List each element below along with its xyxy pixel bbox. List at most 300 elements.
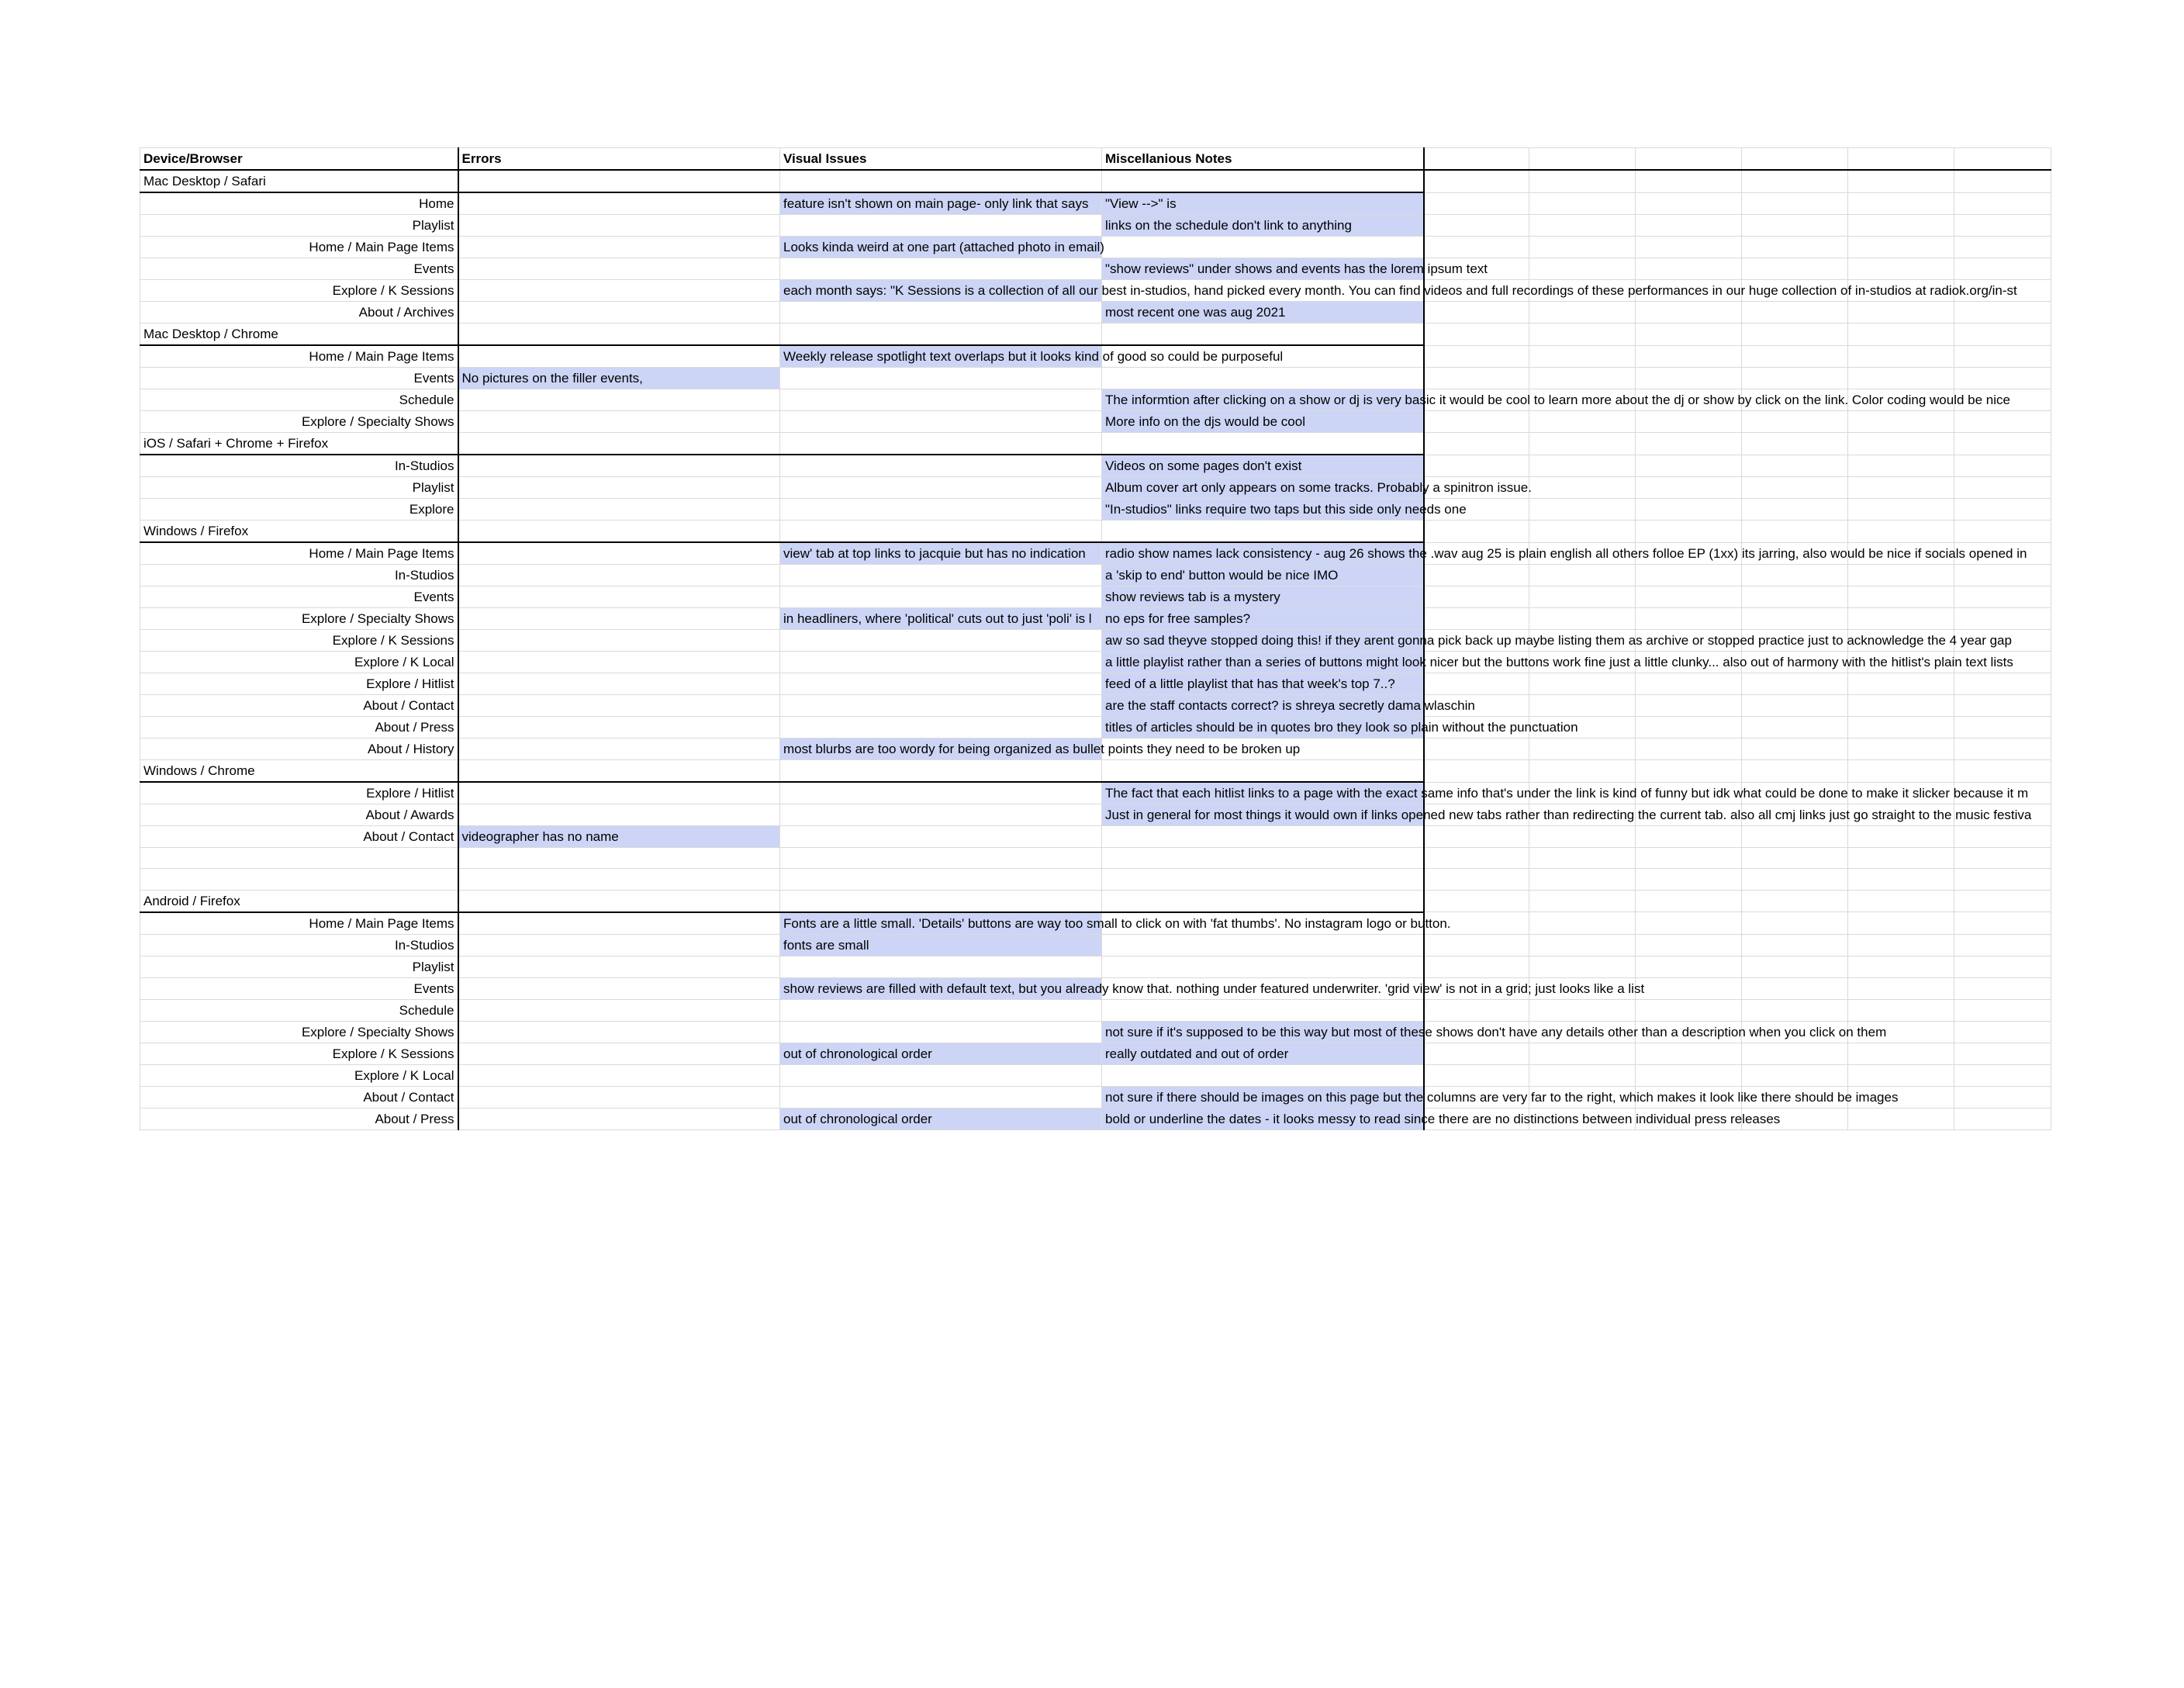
misc-notes-cell[interactable] (1102, 999, 1424, 1021)
device-page-cell[interactable] (140, 652, 458, 673)
errors-cell[interactable] (458, 1064, 780, 1086)
empty-cell[interactable] (1742, 717, 1848, 738)
empty-cell[interactable] (1529, 302, 1636, 323)
section-label[interactable] (140, 760, 458, 783)
errors-cell[interactable] (458, 782, 780, 804)
empty-cell[interactable] (1424, 586, 1529, 608)
errors-cell[interactable] (458, 411, 780, 433)
device-page-cell[interactable] (140, 630, 458, 652)
empty-cell[interactable] (1529, 869, 1636, 890)
empty-cell[interactable] (1424, 192, 1529, 215)
empty-cell[interactable] (1954, 999, 2051, 1021)
empty-cell[interactable] (1742, 345, 1848, 368)
misc-notes-cell[interactable] (1102, 192, 1424, 215)
empty-cell[interactable] (1424, 738, 1529, 760)
empty-cell[interactable] (1529, 323, 1636, 346)
empty-cell[interactable] (1636, 237, 1742, 258)
empty-cell[interactable] (1636, 148, 1742, 171)
empty-cell[interactable] (1742, 956, 1848, 977)
empty-cell[interactable] (1636, 302, 1742, 323)
misc-notes-cell[interactable] (1102, 804, 2032, 826)
empty-cell[interactable] (1636, 934, 1742, 956)
empty-cell[interactable] (1424, 368, 1529, 389)
empty-cell[interactable] (1954, 477, 2051, 499)
empty-cell[interactable] (1848, 760, 1954, 783)
empty-cell[interactable] (1742, 323, 1848, 346)
empty-cell[interactable] (1742, 738, 1848, 760)
header-errors[interactable]: Errors (458, 148, 780, 171)
misc-notes-cell[interactable] (1102, 477, 1532, 499)
errors-cell[interactable] (458, 280, 780, 302)
empty-cell[interactable] (1742, 521, 1848, 543)
empty-cell[interactable] (1848, 912, 1954, 935)
errors-cell[interactable] (458, 1086, 780, 1108)
errors-cell[interactable] (458, 258, 780, 280)
empty-cell[interactable] (1848, 826, 1954, 848)
empty-cell[interactable] (1742, 890, 1848, 912)
device-page-cell[interactable] (140, 738, 458, 760)
errors-cell[interactable] (458, 170, 780, 192)
empty-cell[interactable] (1424, 433, 1529, 455)
visual-issues-cell[interactable] (780, 586, 1102, 608)
empty-cell[interactable] (1742, 608, 1848, 630)
empty-cell[interactable] (1636, 890, 1742, 912)
visual-issues-cell[interactable] (780, 237, 1102, 258)
misc-notes-cell[interactable] (1102, 652, 2013, 673)
visual-issues-cell[interactable] (780, 848, 1102, 869)
misc-notes-cell[interactable] (1102, 521, 1424, 543)
empty-cell[interactable] (1954, 258, 2051, 280)
misc-notes-cell[interactable] (1102, 542, 2027, 565)
empty-cell[interactable] (1636, 673, 1742, 695)
empty-cell[interactable] (1529, 411, 1636, 433)
empty-cell[interactable] (1529, 934, 1636, 956)
empty-cell[interactable] (1424, 521, 1529, 543)
empty-cell[interactable] (1424, 890, 1529, 912)
visual-issues-cell[interactable] (780, 192, 1102, 215)
empty-cell[interactable] (1954, 673, 2051, 695)
visual-issues-cell[interactable] (780, 652, 1102, 673)
empty-cell[interactable] (1954, 1021, 2051, 1043)
empty-cell[interactable] (1954, 934, 2051, 956)
visual-issues-cell[interactable] (780, 956, 1102, 977)
misc-notes-cell[interactable] (1102, 411, 1424, 433)
empty-cell[interactable] (1954, 411, 2051, 433)
empty-cell[interactable] (1636, 258, 1742, 280)
empty-cell[interactable] (1636, 215, 1742, 237)
device-page-cell[interactable] (140, 455, 458, 477)
empty-cell[interactable] (1424, 237, 1529, 258)
errors-cell[interactable] (458, 804, 780, 826)
empty-cell[interactable] (1529, 433, 1636, 455)
device-page-cell[interactable] (140, 782, 458, 804)
empty-cell[interactable] (1848, 215, 1954, 237)
empty-cell[interactable] (1742, 411, 1848, 433)
visual-issues-cell[interactable] (780, 170, 1102, 192)
header-visual-issues[interactable]: Visual Issues (780, 148, 1102, 171)
empty-cell[interactable] (1742, 499, 1848, 521)
visual-issues-cell[interactable] (780, 323, 1102, 346)
device-page-cell[interactable] (140, 804, 458, 826)
empty-cell[interactable] (1636, 499, 1742, 521)
device-page-cell[interactable] (140, 477, 458, 499)
misc-notes-cell[interactable] (1102, 499, 1467, 521)
empty-cell[interactable] (1636, 323, 1742, 346)
device-page-cell[interactable] (140, 280, 458, 302)
empty-cell[interactable] (1742, 912, 1848, 935)
empty-cell[interactable] (1636, 1043, 1742, 1064)
empty-cell[interactable] (1636, 433, 1742, 455)
misc-notes-cell[interactable] (1102, 389, 2010, 411)
errors-cell[interactable] (458, 323, 780, 346)
device-page-cell[interactable] (140, 977, 458, 999)
empty-cell[interactable] (1954, 368, 2051, 389)
errors-cell[interactable] (458, 717, 780, 738)
empty-cell[interactable] (1954, 192, 2051, 215)
empty-cell[interactable] (1954, 521, 2051, 543)
empty-cell[interactable] (1529, 170, 1636, 192)
empty-cell[interactable] (1529, 258, 1636, 280)
empty-cell[interactable] (1954, 977, 2051, 999)
empty-cell[interactable] (1529, 565, 1636, 586)
visual-issues-cell[interactable] (780, 738, 1301, 760)
empty-cell[interactable] (1742, 237, 1848, 258)
empty-cell[interactable] (1848, 956, 1954, 977)
empty-cell[interactable] (1848, 999, 1954, 1021)
device-page-cell[interactable] (140, 934, 458, 956)
empty-cell[interactable] (1954, 869, 2051, 890)
errors-cell[interactable] (458, 977, 780, 999)
empty-cell[interactable] (1529, 477, 1636, 499)
errors-cell[interactable] (458, 934, 780, 956)
visual-issues-cell[interactable] (780, 608, 1102, 630)
visual-issues-cell[interactable] (780, 977, 1645, 999)
empty-cell[interactable] (1954, 912, 2051, 935)
empty-cell[interactable] (1636, 912, 1742, 935)
empty-cell[interactable] (1954, 695, 2051, 717)
empty-cell[interactable] (1954, 608, 2051, 630)
device-page-cell[interactable] (140, 1086, 458, 1108)
empty-cell[interactable] (1424, 1043, 1529, 1064)
device-page-cell[interactable] (140, 1021, 458, 1043)
visual-issues-cell[interactable] (780, 934, 1102, 956)
misc-notes-cell[interactable] (1102, 956, 1424, 977)
visual-issues-cell[interactable] (780, 999, 1102, 1021)
visual-issues-cell[interactable] (780, 499, 1102, 521)
visual-issues-cell[interactable] (780, 521, 1102, 543)
errors-cell[interactable] (458, 521, 780, 543)
empty-cell[interactable] (1954, 956, 2051, 977)
empty-cell[interactable] (1742, 258, 1848, 280)
misc-notes-cell[interactable] (1102, 1064, 1424, 1086)
errors-cell[interactable] (458, 608, 780, 630)
visual-issues-cell[interactable] (780, 280, 2017, 302)
misc-notes-cell[interactable] (1102, 302, 1424, 323)
visual-issues-cell[interactable] (780, 630, 1102, 652)
empty-cell[interactable] (1636, 869, 1742, 890)
visual-issues-cell[interactable] (780, 869, 1102, 890)
misc-notes-cell[interactable] (1102, 1108, 1781, 1129)
empty-cell[interactable] (1848, 890, 1954, 912)
empty-cell[interactable] (1954, 1108, 2051, 1129)
misc-notes-cell[interactable] (1102, 630, 2012, 652)
visual-issues-cell[interactable] (780, 433, 1102, 455)
empty-cell[interactable] (1848, 977, 1954, 999)
empty-cell[interactable] (1636, 170, 1742, 192)
empty-cell[interactable] (1848, 237, 1954, 258)
errors-cell[interactable] (458, 630, 780, 652)
empty-cell[interactable] (1848, 345, 1954, 368)
empty-cell[interactable] (1424, 934, 1529, 956)
empty-cell[interactable] (1529, 368, 1636, 389)
visual-issues-cell[interactable] (780, 673, 1102, 695)
misc-notes-cell[interactable] (1102, 934, 1424, 956)
errors-cell[interactable] (458, 237, 780, 258)
empty-cell[interactable] (1742, 1064, 1848, 1086)
empty-cell[interactable] (1529, 608, 1636, 630)
empty-cell[interactable] (1529, 345, 1636, 368)
visual-issues-cell[interactable] (780, 1086, 1102, 1108)
device-page-cell[interactable] (140, 389, 458, 411)
misc-notes-cell[interactable] (1102, 258, 1488, 280)
errors-cell[interactable] (458, 368, 780, 389)
empty-cell[interactable] (1742, 368, 1848, 389)
empty-cell[interactable] (1848, 695, 1954, 717)
visual-issues-cell[interactable] (780, 1021, 1102, 1043)
errors-cell[interactable] (458, 912, 780, 935)
empty-cell[interactable] (1636, 760, 1742, 783)
misc-notes-cell[interactable] (1102, 170, 1424, 192)
empty-cell[interactable] (1636, 368, 1742, 389)
device-page-cell[interactable] (140, 215, 458, 237)
errors-cell[interactable] (458, 695, 780, 717)
device-page-cell[interactable] (140, 411, 458, 433)
empty-cell[interactable] (1529, 499, 1636, 521)
visual-issues-cell[interactable] (780, 368, 1102, 389)
empty-cell[interactable] (1954, 345, 2051, 368)
errors-cell[interactable] (458, 1108, 780, 1129)
empty-cell[interactable] (1424, 1064, 1529, 1086)
empty-cell[interactable] (1636, 1064, 1742, 1086)
empty-cell[interactable] (1954, 848, 2051, 869)
empty-cell[interactable] (1636, 477, 1742, 499)
empty-cell[interactable] (1529, 738, 1636, 760)
empty-cell[interactable] (1529, 148, 1636, 171)
device-page-cell[interactable] (140, 717, 458, 738)
empty-cell[interactable] (1636, 738, 1742, 760)
empty-cell[interactable] (1742, 934, 1848, 956)
empty-cell[interactable] (1742, 695, 1848, 717)
misc-notes-cell[interactable] (1102, 455, 1424, 477)
empty-cell[interactable] (1636, 999, 1742, 1021)
empty-cell[interactable] (1529, 890, 1636, 912)
misc-notes-cell[interactable] (1102, 826, 1424, 848)
errors-cell[interactable] (458, 389, 780, 411)
empty-cell[interactable] (1636, 826, 1742, 848)
empty-cell[interactable] (1954, 215, 2051, 237)
errors-cell[interactable] (458, 586, 780, 608)
empty-cell[interactable] (1424, 455, 1529, 477)
empty-cell[interactable] (1848, 1108, 1954, 1129)
empty-cell[interactable] (1529, 673, 1636, 695)
visual-issues-cell[interactable] (780, 826, 1102, 848)
empty-cell[interactable] (1529, 192, 1636, 215)
visual-issues-cell[interactable] (780, 215, 1102, 237)
empty-cell[interactable] (1636, 455, 1742, 477)
empty-cell[interactable] (1742, 477, 1848, 499)
errors-cell[interactable] (458, 826, 780, 848)
empty-cell[interactable] (1848, 258, 1954, 280)
device-page-cell[interactable] (140, 542, 458, 565)
empty-cell[interactable] (1848, 323, 1954, 346)
empty-cell[interactable] (1848, 673, 1954, 695)
device-page-cell[interactable] (140, 869, 458, 890)
empty-cell[interactable] (1954, 760, 2051, 783)
visual-issues-cell[interactable] (780, 912, 1451, 935)
empty-cell[interactable] (1954, 499, 2051, 521)
empty-cell[interactable] (1954, 586, 2051, 608)
visual-issues-cell[interactable] (780, 717, 1102, 738)
visual-issues-cell[interactable] (780, 565, 1102, 586)
empty-cell[interactable] (1636, 608, 1742, 630)
errors-cell[interactable] (458, 542, 780, 565)
misc-notes-cell[interactable] (1102, 1086, 1899, 1108)
visual-issues-cell[interactable] (780, 804, 1102, 826)
misc-notes-cell[interactable] (1102, 586, 1424, 608)
empty-cell[interactable] (1424, 956, 1529, 977)
device-page-cell[interactable] (140, 192, 458, 215)
empty-cell[interactable] (1424, 148, 1529, 171)
empty-cell[interactable] (1742, 999, 1848, 1021)
empty-cell[interactable] (1848, 148, 1954, 171)
empty-cell[interactable] (1424, 411, 1529, 433)
errors-cell[interactable] (458, 499, 780, 521)
empty-cell[interactable] (1848, 848, 1954, 869)
empty-cell[interactable] (1529, 999, 1636, 1021)
device-page-cell[interactable] (140, 673, 458, 695)
errors-cell[interactable] (458, 869, 780, 890)
empty-cell[interactable] (1848, 869, 1954, 890)
misc-notes-cell[interactable] (1102, 1043, 1424, 1064)
empty-cell[interactable] (1954, 1086, 2051, 1108)
errors-cell[interactable] (458, 192, 780, 215)
visual-issues-cell[interactable] (780, 477, 1102, 499)
empty-cell[interactable] (1742, 192, 1848, 215)
empty-cell[interactable] (1954, 323, 2051, 346)
misc-notes-cell[interactable] (1102, 237, 1424, 258)
empty-cell[interactable] (1424, 302, 1529, 323)
misc-notes-cell[interactable] (1102, 869, 1424, 890)
empty-cell[interactable] (1742, 760, 1848, 783)
device-page-cell[interactable] (140, 302, 458, 323)
errors-cell[interactable] (458, 565, 780, 586)
device-page-cell[interactable] (140, 345, 458, 368)
misc-notes-cell[interactable] (1102, 673, 1424, 695)
empty-cell[interactable] (1636, 586, 1742, 608)
errors-cell[interactable] (458, 455, 780, 477)
empty-cell[interactable] (1529, 1064, 1636, 1086)
empty-cell[interactable] (1954, 890, 2051, 912)
device-page-cell[interactable] (140, 848, 458, 869)
empty-cell[interactable] (1742, 302, 1848, 323)
visual-issues-cell[interactable] (780, 389, 1102, 411)
section-label[interactable] (140, 170, 458, 192)
empty-cell[interactable] (1742, 565, 1848, 586)
errors-cell[interactable] (458, 302, 780, 323)
empty-cell[interactable] (1848, 565, 1954, 586)
device-page-cell[interactable] (140, 956, 458, 977)
empty-cell[interactable] (1954, 455, 2051, 477)
empty-cell[interactable] (1529, 586, 1636, 608)
empty-cell[interactable] (1742, 148, 1848, 171)
misc-notes-cell[interactable] (1102, 323, 1424, 346)
empty-cell[interactable] (1636, 345, 1742, 368)
errors-cell[interactable] (458, 738, 780, 760)
errors-cell[interactable] (458, 760, 780, 783)
empty-cell[interactable] (1529, 237, 1636, 258)
header-misc-notes[interactable]: Miscellanious Notes (1102, 148, 1424, 171)
empty-cell[interactable] (1848, 411, 1954, 433)
empty-cell[interactable] (1954, 237, 2051, 258)
misc-notes-cell[interactable] (1102, 717, 1578, 738)
empty-cell[interactable] (1848, 1064, 1954, 1086)
errors-cell[interactable] (458, 433, 780, 455)
empty-cell[interactable] (1954, 302, 2051, 323)
empty-cell[interactable] (1529, 1043, 1636, 1064)
misc-notes-cell[interactable] (1102, 890, 1424, 912)
section-label[interactable] (140, 521, 458, 543)
empty-cell[interactable] (1636, 521, 1742, 543)
visual-issues-cell[interactable] (780, 1043, 1102, 1064)
misc-notes-cell[interactable] (1102, 368, 1424, 389)
empty-cell[interactable] (1848, 192, 1954, 215)
errors-cell[interactable] (458, 477, 780, 499)
empty-cell[interactable] (1742, 433, 1848, 455)
empty-cell[interactable] (1424, 673, 1529, 695)
empty-cell[interactable] (1848, 717, 1954, 738)
empty-cell[interactable] (1742, 1043, 1848, 1064)
empty-cell[interactable] (1424, 826, 1529, 848)
device-page-cell[interactable] (140, 237, 458, 258)
visual-issues-cell[interactable] (780, 411, 1102, 433)
misc-notes-cell[interactable] (1102, 848, 1424, 869)
device-page-cell[interactable] (140, 368, 458, 389)
empty-cell[interactable] (1636, 695, 1742, 717)
device-page-cell[interactable] (140, 999, 458, 1021)
empty-cell[interactable] (1529, 760, 1636, 783)
visual-issues-cell[interactable] (780, 782, 1102, 804)
device-page-cell[interactable] (140, 565, 458, 586)
empty-cell[interactable] (1742, 455, 1848, 477)
errors-cell[interactable] (458, 999, 780, 1021)
empty-cell[interactable] (1424, 869, 1529, 890)
misc-notes-cell[interactable] (1102, 608, 1424, 630)
empty-cell[interactable] (1529, 215, 1636, 237)
device-page-cell[interactable] (140, 499, 458, 521)
empty-cell[interactable] (1529, 455, 1636, 477)
misc-notes-cell[interactable] (1102, 760, 1424, 783)
visual-issues-cell[interactable] (780, 760, 1102, 783)
device-page-cell[interactable] (140, 912, 458, 935)
empty-cell[interactable] (1742, 848, 1848, 869)
empty-cell[interactable] (1742, 826, 1848, 848)
errors-cell[interactable] (458, 652, 780, 673)
misc-notes-cell[interactable] (1102, 565, 1424, 586)
empty-cell[interactable] (1424, 345, 1529, 368)
empty-cell[interactable] (1954, 170, 2051, 192)
visual-issues-cell[interactable] (780, 455, 1102, 477)
empty-cell[interactable] (1529, 521, 1636, 543)
